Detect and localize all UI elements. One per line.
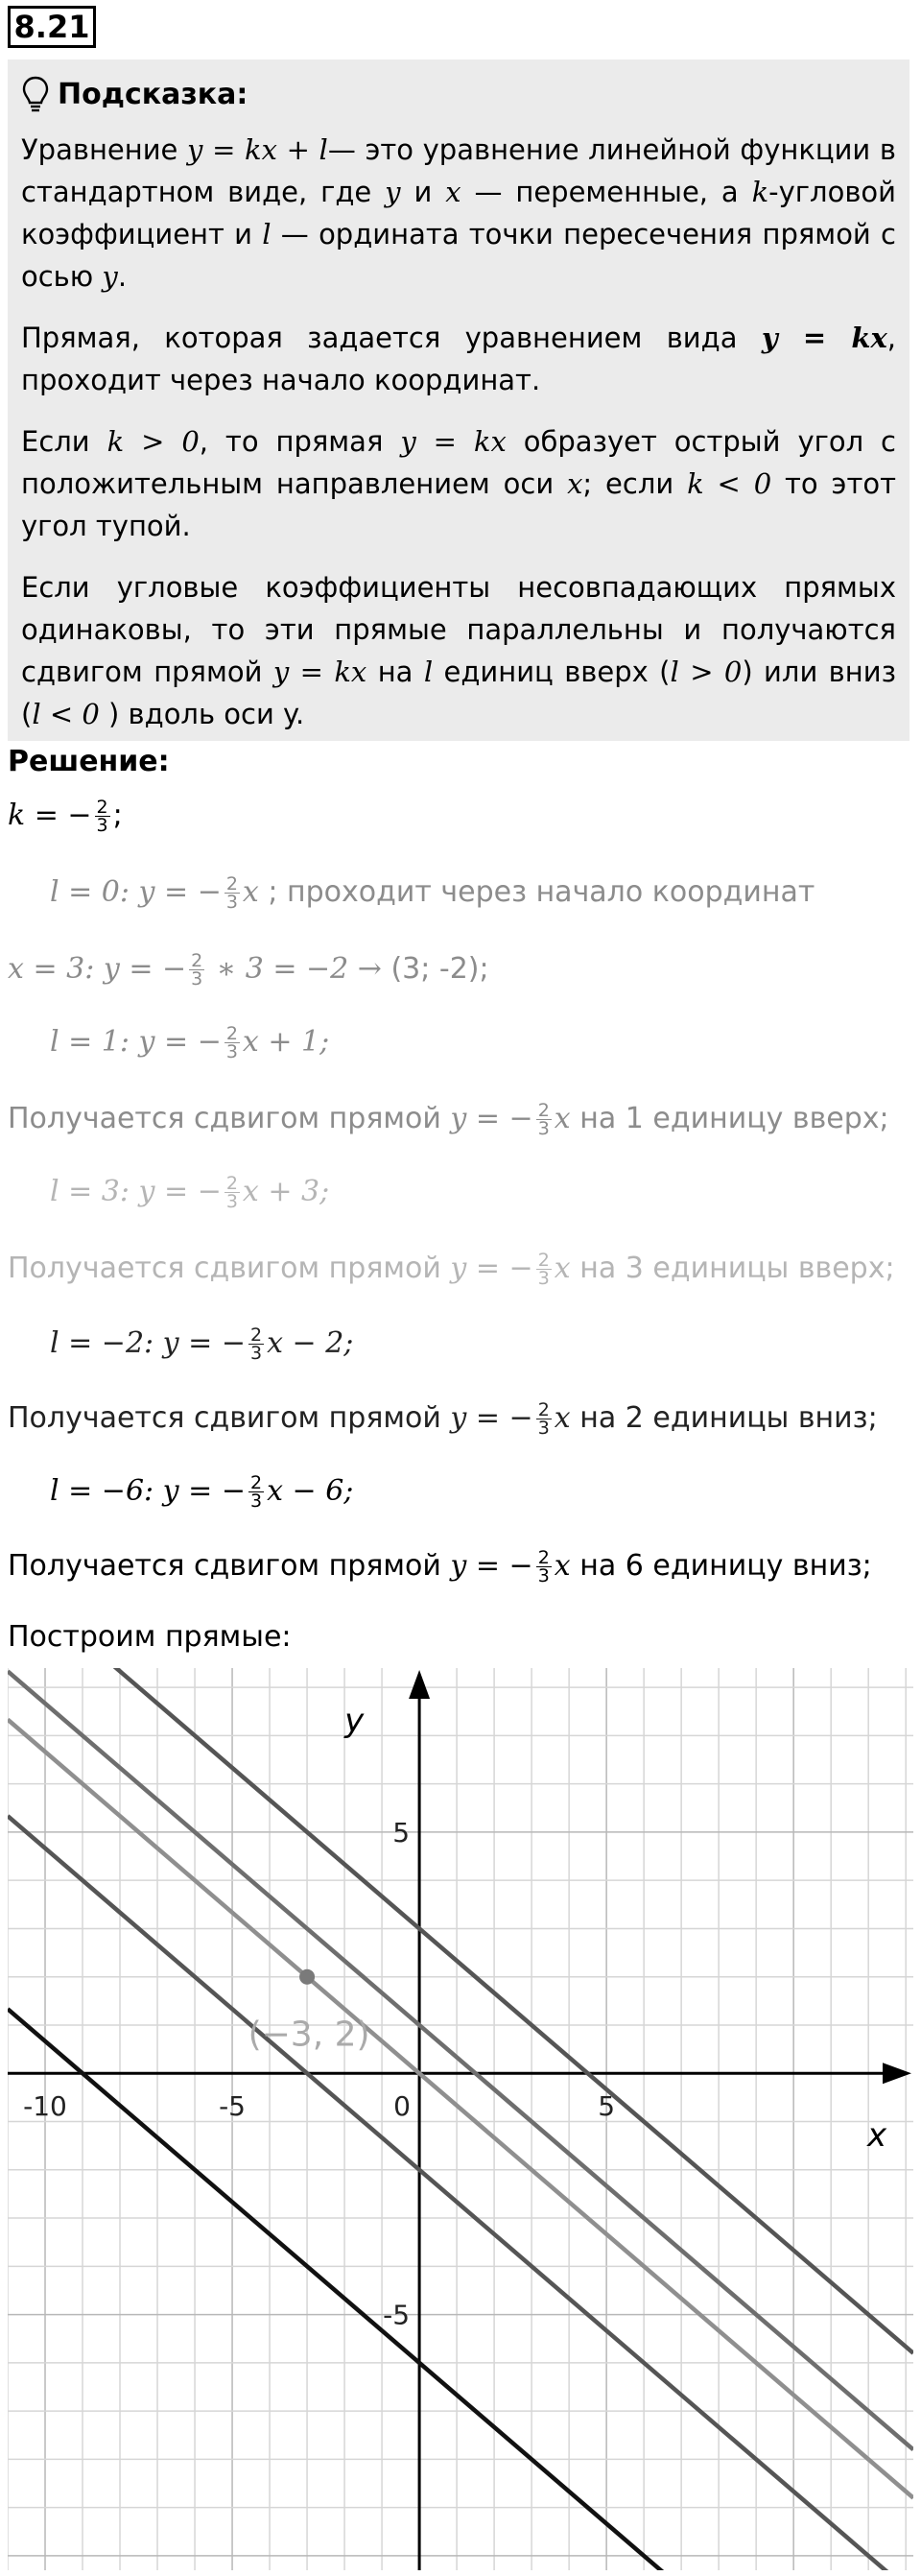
series-line <box>8 2009 913 2570</box>
l3-equation-line: l = 3: y = − $\frac{2}{3}$ x + 3; <box>50 1173 330 1212</box>
x-tick-label: 0 <box>393 2090 412 2123</box>
solution-title: Решение: <box>8 745 170 778</box>
lm6-shift-line: Получается сдвигом прямой y = − $\frac{2}{3}$ x на 6 единицу вниз; <box>8 1547 872 1586</box>
line-graph <box>8 1668 913 2570</box>
problem-number-badge: 8.21 <box>8 6 96 48</box>
x-tick-label: -10 <box>23 2090 67 2123</box>
lm2-equation-line: l = −2: y = − $\frac{2}{3}$ x − 2; <box>50 1324 354 1364</box>
series-line <box>8 1720 913 2498</box>
l1-equation-line: l = 1: y = − $\frac{2}{3}$ x + 1; <box>50 1023 330 1062</box>
hint-title: Подсказка: <box>58 77 248 111</box>
hint-paragraph-4: Если угловые коэффициенты несовпадающих прямых одинаковы, то эти прямые параллельны и получаются сдвигом прямой y = kx на l единиц вверх (l > 0) или вниз (l < 0 ) вдоль оси y. <box>21 571 897 730</box>
y-axis-arrow-icon <box>409 1670 430 1699</box>
hint-box <box>8 60 909 741</box>
hint-paragraph-1: Уравнение y = kx + l— это уравнение линейной функции в стандартном виде, где y и x — переменные, а k-угловой коэффициент и l — ордината точки пересечения прямой с осью y. <box>21 133 896 293</box>
x-axis-arrow-icon <box>883 2063 911 2084</box>
build-lines-caption: Построим прямые: <box>8 1620 292 1654</box>
x-tick-label: -5 <box>219 2090 247 2123</box>
lm2-shift-line: Получается сдвигом прямой y = − $\frac{2}{3}$ x на 2 единицы вниз; <box>8 1399 878 1439</box>
x-axis-label: x <box>867 2116 887 2156</box>
l0-equation-line: l = 0: y = − $\frac{2}{3}$ x ; проходит через начало координат <box>50 873 815 913</box>
lm6-equation-line: l = −6: y = − $\frac{2}{3}$ x − 6; <box>50 1472 354 1512</box>
k-value-line: k = − $\frac{2}{3}$ ; <box>8 797 123 836</box>
lightbulb-icon <box>21 75 50 113</box>
y-tick-label: 5 <box>392 1816 411 1849</box>
series-line <box>8 1668 913 2353</box>
hint-header <box>21 69 896 119</box>
x-tick-label: 5 <box>598 2090 616 2123</box>
x3-calc-line: x = 3: y = − $\frac{2}{3}$ ∗ 3 = −2 → (3; -2); <box>8 950 489 990</box>
series-line <box>8 1671 913 2449</box>
l1-shift-line: Получается сдвигом прямой y = − $\frac{2}{3}$ x на 1 единицу вверх; <box>8 1100 889 1139</box>
hint-paragraph-2: Прямая, которая задается уравнением вида y = kx, проходит через начало координат. <box>21 322 896 396</box>
hint-paragraph-3: Если k > 0, то прямая y = kx образует острый угол с положительным направлением оси x; если k < 0 то этот угол тупой. <box>21 425 897 542</box>
y-axis-label: y <box>344 1702 365 1740</box>
l3-shift-line: Получается сдвигом прямой y = − $\frac{2}{3}$ x на 3 единицы вверх; <box>8 1250 895 1289</box>
y-tick-label: -5 <box>383 2299 411 2331</box>
point-label: (−3, 2) <box>248 2015 370 2055</box>
data-point <box>299 1969 315 1985</box>
